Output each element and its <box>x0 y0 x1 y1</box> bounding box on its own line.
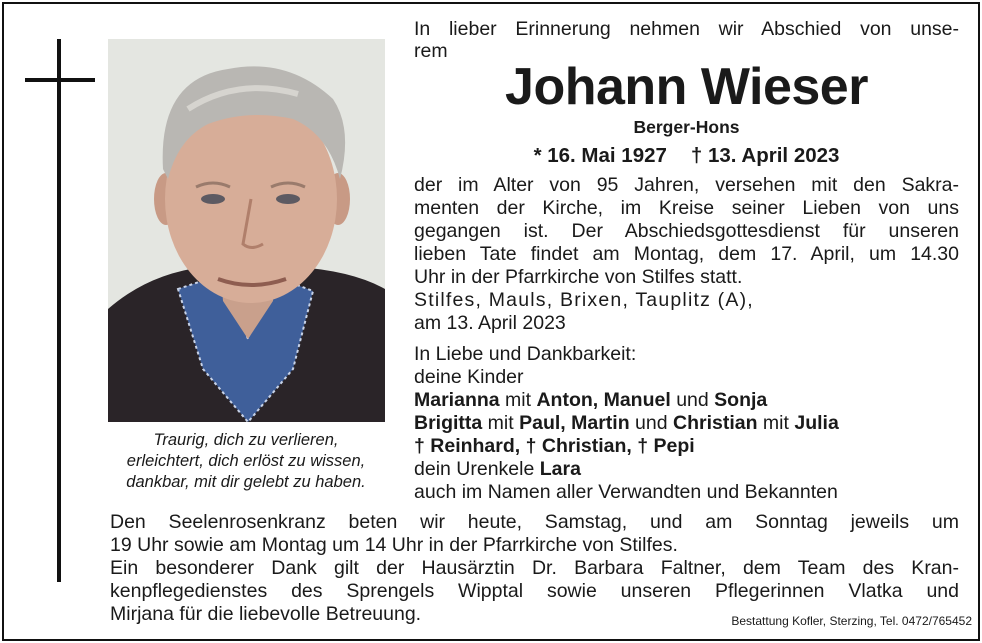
family-name: Julia <box>794 412 839 434</box>
family-name: Brigitta <box>414 412 483 434</box>
rosary-line: 19 Uhr sowie am Montag um 14 Uhr in der Pfarrkirche von Stilfes. <box>110 534 678 556</box>
caption-line: erleichtert, dich erlöst zu wissen, <box>126 452 366 470</box>
family-connector: mit <box>757 412 795 434</box>
places-line: Stilfes, Mauls, Brixen, Tauplitz (A), <box>414 289 754 311</box>
body-line: lieben Tate findet am Montag, dem 17. April, um 14.30 <box>414 243 959 265</box>
family-row: auch im Namen aller Verwandten und Bekannten <box>414 481 838 503</box>
body-line: der im Alter von 95 Jahren, versehen mit den Sakra- <box>414 174 959 196</box>
family-connector: mit <box>499 389 537 411</box>
children-label: deine Kinder <box>414 366 524 388</box>
portrait-photo <box>108 39 385 422</box>
family-name: Sonja <box>714 389 768 411</box>
family-row <box>414 412 959 435</box>
bottom-text <box>110 511 959 626</box>
intro-line: rem <box>414 40 448 62</box>
family-connector: dein Urenkele <box>414 458 540 480</box>
rosary-line: Den Seelenrosenkranz beten wir heute, Samstag, und am Sonntag jeweils um <box>110 511 959 533</box>
body-line: menten der Kirche, im Kreise seiner Lieben von uns <box>414 197 959 219</box>
cross-vertical-bar <box>57 39 61 582</box>
memorial-caption <box>96 430 396 493</box>
body-line: Uhr in der Pfarrkirche von Stilfes statt. <box>414 266 743 288</box>
family-name: Christian <box>673 412 758 434</box>
family-name: Lara <box>539 458 581 480</box>
family-connector: mit <box>482 412 520 434</box>
thanks-line: kenpflegedienstes des Sprengels Wipptal sowie unseren Pflegerinnen Vlatka und <box>110 580 959 602</box>
caption-line: Traurig, dich zu verlieren, <box>153 431 339 449</box>
announcement-body <box>414 174 959 504</box>
body-line: gegangen ist. Der Abschiedsgottesdienst für unseren <box>414 220 959 242</box>
family-connector: und <box>670 389 715 411</box>
family-name: Paul, Martin <box>519 412 630 434</box>
cross-horizontal-bar <box>25 78 95 82</box>
family-name: Marianna <box>414 389 500 411</box>
thanks-line: Ein besonderer Dank gilt der Hausärztin Dr. Barbara Faltner, dem Team des Kran- <box>110 557 959 579</box>
caption-line: dankbar, mit dir gelebt zu haben. <box>126 473 366 491</box>
gratitude-line: In Liebe und Dankbarkeit: <box>414 343 637 365</box>
death-date: † 13. April 2023 <box>690 144 840 167</box>
intro-line: In lieber Erinnerung nehmen wir Abschied von unse- <box>414 18 959 40</box>
family-name: Anton, Manuel <box>536 389 671 411</box>
deceased-relatives: † Reinhard, † Christian, † Pepi <box>414 435 695 457</box>
family-row <box>414 389 959 412</box>
funeral-home-credit: Bestattung Kofler, Sterzing, Tel. 0472/765452 <box>731 614 972 628</box>
birth-date: * 16. Mai 1927 <box>533 144 667 167</box>
place-date: am 13. April 2023 <box>414 312 566 334</box>
thanks-line: Mirjana für die liebevolle Betreuung. <box>110 603 422 625</box>
deceased-nickname: Berger-Hons <box>633 117 740 137</box>
life-dates <box>414 143 959 169</box>
deceased-name: Johann Wieser <box>505 58 868 116</box>
family-connector: und <box>629 412 673 434</box>
family-row <box>414 435 959 458</box>
family-row <box>414 458 959 481</box>
